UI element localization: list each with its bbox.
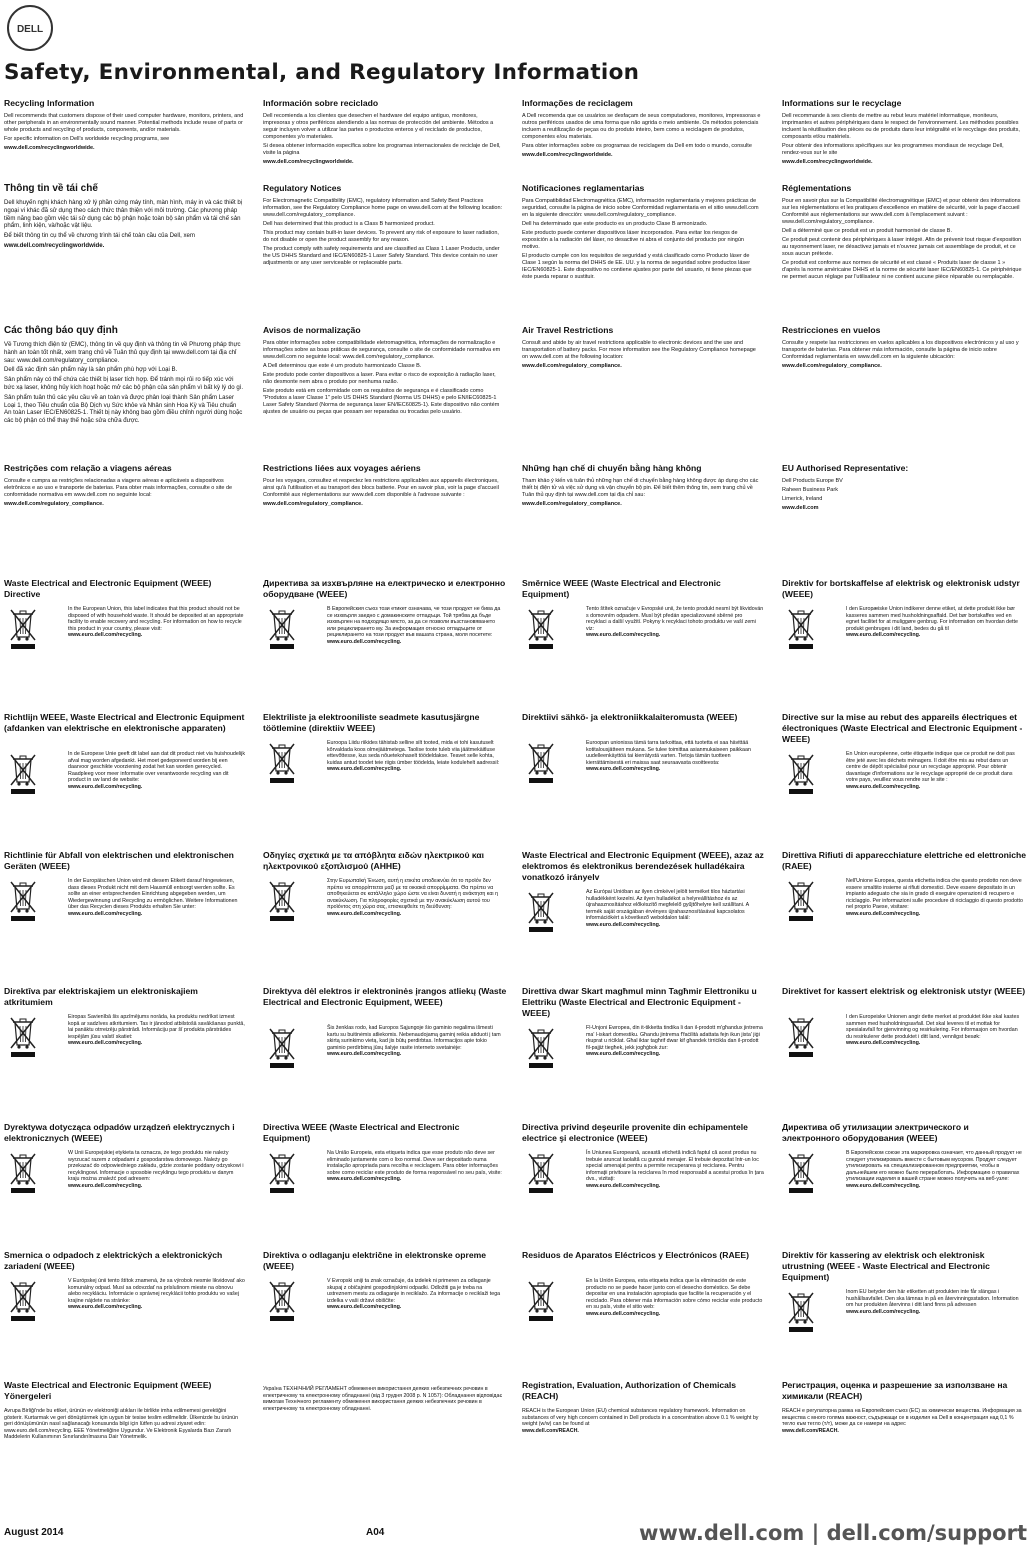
section-title: Những hạn chế di chuyển bằng hàng không	[522, 463, 702, 473]
section-paragraph: Si desea obtener información específica sobre los programas internacionales de reciclaje de Dell, visite la página	[263, 142, 501, 156]
weee-paragraph: In de Europese Unie geeft dit label aan dat dit product niet via huishoudelijk afval mag worden afgedankt. Het moet gedeponeerd worden bij een daarvoor geschikte voorziening zodat het kan worden gerecycled. Raadpleeg voor meer informatie over verantwoorde recycling van dit product in uw land de website:	[68, 751, 245, 784]
notice-section	[522, 325, 762, 372]
weee-text	[586, 1278, 764, 1318]
section-paragraph: For specific information on Dell's worldwide recycling programs, see	[4, 135, 170, 142]
weee-link[interactable]: www.euro.dell.com/recycling.	[846, 910, 921, 917]
section-paragraph: Este producto puede contener dispositivos láser incorporados. Para evitar los riesgos de exposición a la radiación del láser, no desactive ni abra el conjunto del producto por ningún motivo.	[522, 229, 744, 250]
weee-section	[782, 712, 1027, 827]
weee-section	[263, 578, 508, 693]
weee-section	[782, 1122, 1027, 1237]
weee-link[interactable]: www.euro.dell.com/recycling.	[327, 1304, 402, 1311]
notice-section	[782, 463, 1022, 514]
notice-section	[522, 463, 762, 510]
notice-section	[782, 183, 1022, 283]
section-paragraph: A Dell determinou que este é um produto harmonizado Classe B.	[263, 362, 422, 369]
crossed-bin-icon	[526, 606, 556, 650]
weee-link[interactable]: www.euro.dell.com/recycling.	[586, 1310, 661, 1317]
weee-section	[4, 1380, 249, 1495]
weee-title: Waste Electrical and Electronic Equipment (WEEE), azaz az elektromos és elektronikus berendezések hulladékaira vonatkozó irányelv	[522, 850, 764, 882]
weee-title: Richtlijn WEEE, Waste Electrical and Electronic Equipment (afdanken van elektrische en elektronische apparaten)	[4, 712, 245, 733]
weee-text	[68, 1014, 246, 1047]
section-link[interactable]: www.dell.com/recyclingworldwide.	[522, 151, 613, 158]
weee-link[interactable]: www.euro.dell.com/recycling.	[846, 1040, 921, 1047]
section-paragraph: Dell đã xác định sản phẩm này là sản phẩm phù hợp với Loại B.	[4, 366, 178, 374]
weee-text	[586, 1150, 764, 1190]
section-paragraph: Pour obtenir des informations spécifiques sur les programmes mondiaux de recyclage Dell, rendez-vous sur le site	[782, 142, 1004, 156]
weee-paragraph: Az Európai Unióban az ilyen címkével jelölt terméket tilos háztartási hulladékként kezelni. Az ilyen hulladékot a helyreállításhoz és az újrahasznosításhoz előkészítő megfelelő gyűjtőhelyre kell szállítani. A termék saját országában érvényes újrahasznosításával kapcsolatos információkért a következő weboldalon talál:	[586, 889, 749, 922]
crossed-bin-icon	[526, 740, 556, 784]
weee-section	[782, 1250, 1027, 1365]
weee-title: Directive sur la mise au rebut des appareils électriques et électroniques (Waste Electrical and Electronic Equipment - WEEE)	[782, 712, 1023, 744]
section-paragraph: Consult and abide by air travel restrictions applicable to electronic devices and the use and transportation of battery packs. For more information see the Regulatory Compliance homepage on www.dell.com at the following location:	[522, 339, 756, 360]
weee-section	[4, 1122, 249, 1237]
weee-paragraph: In the European Union, this label indicates that this product should not be disposed of with household waste. It should be deposited at an appropriate facility to enable recovery and recycling. For information on how to recycle this product in your country, please visit:	[68, 606, 244, 632]
weee-title: Директива за изхвърляне на електрическо и електронно оборудване (WEEE)	[263, 578, 506, 599]
weee-title: Waste Electrical and Electronic Equipment (WEEE) Yönergeleri	[4, 1380, 212, 1401]
crossed-bin-icon	[8, 1150, 38, 1194]
crossed-bin-icon	[526, 889, 556, 933]
weee-section	[522, 850, 767, 965]
weee-text	[68, 1150, 246, 1190]
crossed-bin-icon	[267, 1025, 297, 1069]
section-title: Restricciones en vuelos	[782, 325, 881, 335]
weee-link[interactable]: www.euro.dell.com/recycling.	[586, 632, 661, 639]
weee-link[interactable]: www.euro.dell.com/recycling.	[586, 921, 661, 928]
section-paragraph: Dell ha determinado que este producto es un producto Clase B armonizado.	[522, 220, 708, 227]
weee-title: Direktivet for kassert elektrisk og elektronisk utstyr (WEEE)	[782, 986, 1026, 996]
weee-paragraph: В Европейском союзе эта маркировка означает, что данный продукт не следует утилизировать вместе с бытовым мусором. Продукт следует утилизировать на специализированном предприятии, чтобы в дальнейшем его можно было переработать. Информацию о правилах утилизации изделия в вашей стране можно получить на веб-узле:	[846, 1150, 1022, 1183]
weee-section	[782, 850, 1027, 965]
weee-link[interactable]: www.euro.dell.com/recycling.	[327, 910, 402, 917]
weee-title: Direktiv för kassering av elektrisk och elektronisk utrustning (WEEE - Waste Electrical and Electronic Equipment)	[782, 1250, 990, 1282]
weee-text	[4, 1408, 244, 1441]
weee-title: Οδηγίες σχετικά με τα απόβλητα ειδών ηλεκτρικού και ηλεκτρονικού εξοπλισμού (AHHE)	[263, 850, 485, 871]
section-link[interactable]: www.dell.com/regulatory_compliance.	[263, 500, 363, 507]
weee-title: Dyrektywa dotycząca odpadów urządzeń elektrycznych i elektronicznych (WEEE)	[4, 1122, 235, 1143]
weee-section	[782, 578, 1027, 693]
crossed-bin-icon	[526, 1278, 556, 1322]
notice-section	[782, 325, 1022, 372]
weee-paragraph: I den Europæiske Union indikerer denne etiket, at dette produkt ikke bør kasseres sammen med husholdningsaffald. Det bør bortskaffes ved en egnet facilitet for at muliggøre genbrug. For information om hvordan dette produkt genbruges i dit land, bedes du gå til	[846, 606, 1018, 632]
weee-title: Direktiva o odlaganju električne in elektronske opreme (WEEE)	[263, 1250, 487, 1271]
weee-paragraph: Tento štítek označuje v Evropské unii, že tento produkt nesmí být likvidován s domovním odpadem. Musí být předán specializované sběrné pro recyklaci a další využití. Pokyny k recyklaci tohoto produktu ve vaší zemi viz:	[586, 606, 764, 632]
section-paragraph: Para obter informações sobre os programas de reciclagem da Dell em todo o mundo, consulte	[522, 142, 752, 149]
notice-section	[522, 98, 762, 161]
crossed-bin-icon	[786, 1014, 816, 1058]
logo-text: DELL	[16, 24, 44, 35]
section-link[interactable]: www.dell.com/recyclingworldwide.	[4, 241, 105, 249]
weee-paragraph: Avrupa Birliği'nde bu etiket, ürünün ev elektroniği atıkları ile birlikte imha edilmemesi gerektiğini gösterir. Kurtarmak ve geri dönüştürmek için uygun bir tesise teslim edilmelidir. Ülkenizde bu ürünün geri dönüşümünün nasıl sağlanacağı konusunda bilgi için lütfen şu adresi ziyaret edin: www.euro.dell.com/recycling. EEE Yönetmeliğine Uygundur. Ve Elektronik Eşyalarda Bazı Zararlı Maddelerin Kullanımının Sınırlandırılmasına Dair Yönetmelik.	[4, 1408, 239, 1441]
weee-title: Richtlinie für Abfall von elektrischen und elektronischen Geräten (WEEE)	[4, 850, 234, 871]
crossed-bin-icon	[8, 751, 38, 795]
weee-paragraph: Україна ТЕХНІЧНИЙ РЕГЛАМЕНТ обмеження використання деяких небезпечних речовин в електричному та електронному обладнанні (від 3 грудня 2008 р. N 1057): Обладнання відповідає вимогам Технічного регламенту обмеження використання деяких небезпечних речовин в електричному та електронному обладнанні.	[263, 1386, 503, 1412]
weee-paragraph: Inom EU betyder den här etiketten att produkten inte får slängas i hushållsavfallet. Den ska lämnas in på en återvinningsstation. Information om hur produkten återvinns i ditt land finns på adressen	[846, 1289, 1019, 1309]
section-title: Información sobre reciclado	[263, 98, 379, 108]
weee-text	[327, 1278, 505, 1311]
weee-paragraph: V Evropski uniji ta znak označuje, da izdelek ni primeren za odlaganje skupaj z običajnimi gospodinjskimi odpadki. Odložiti ga je treba na ustreznem mestu za odlaganje in reciklažo. Za informacije o reciklaži tega izdelka v vaši državi obiščite:	[327, 1278, 501, 1304]
weee-paragraph: REACH е регулаторна рамка на Европейския съюз (ЕС) за химически вещества. Информация за вещества с много голяма важност, съдържащи се в изделия на Dell в концентрация над 0,1 % тегло към тегло (т/т), може да се намери на адрес	[782, 1408, 1022, 1428]
weee-text	[846, 606, 1024, 639]
weee-section	[4, 986, 249, 1101]
weee-text	[327, 1150, 505, 1183]
weee-link[interactable]: www.euro.dell.com/recycling.	[846, 783, 921, 790]
section-link[interactable]: www.dell.com/regulatory_compliance.	[522, 500, 622, 507]
weee-link[interactable]: www.euro.dell.com/recycling.	[68, 632, 143, 639]
weee-link[interactable]: www.euro.dell.com/recycling.	[68, 1304, 143, 1311]
section-paragraph: Este produto pode conter dispositivos a laser. Para evitar o risco de exposição à radiação laser, não desmonte nem abra o produto por nenhuma razão.	[263, 371, 496, 385]
weee-link[interactable]: www.euro.dell.com/recycling.	[68, 1182, 143, 1189]
section-title: EU Authorised Representative:	[782, 463, 909, 473]
weee-title: Direktyva dėl elektros ir elektroninės įrangos atliekų (Waste Electrical and Electronic Equipment, WEEE)	[263, 986, 507, 1007]
notice-section	[263, 463, 503, 510]
weee-title: Směrnice WEEE (Waste Electrical and Electronic Equipment)	[522, 578, 721, 599]
weee-text	[327, 1025, 505, 1058]
weee-section	[522, 1250, 767, 1365]
weee-link[interactable]: www.euro.dell.com/recycling.	[846, 632, 921, 639]
weee-link[interactable]: www.euro.dell.com/recycling.	[586, 1182, 661, 1189]
notice-section	[782, 98, 1022, 168]
section-paragraph: Ce produit est conforme aux normes de sécurité et est classé « Produits laser de classe 1 » d'après la norme américaine DHHS et la norme de sécurité laser IEC/EN60825-1. Ce périphérique ne permet aucun réglage par l'utilisateur ni ne contient aucune pièce réparable ou remplaçable.	[782, 259, 1022, 280]
section-paragraph: Tham khảo ý kiến và tuân thủ những hạn chế di chuyển bằng hàng không được áp dụng cho các thiết bị điện tử và việc sử dụng và vận chuyển bộ pin. Để biết thêm thông tin, xem trang chủ về Tuân thủ quy định tại www.dell.com tại địa chỉ sau:	[522, 477, 759, 498]
weee-title: Directiva privind deşeurile provenite din echipamentele electrice şi electronice (WEEE)	[522, 1122, 748, 1143]
weee-section	[263, 712, 508, 827]
weee-link[interactable]: www.euro.dell.com/recycling.	[846, 1182, 921, 1189]
notice-section	[522, 183, 762, 283]
section-title: Air Travel Restrictions	[522, 325, 614, 335]
weee-paragraph: W Unii Europejskiej etykieta ta oznacza, że tego produktu nie należy wyrzucać razem z odpadami z gospodarstwa domowego. Należy go przekazać do odpowiedniego zakładu, gdzie zostanie poddany odzyskowi i recyklingowi. Informacje o sposobie recyklingu tego produktu w danym kraju można znaleźć pod adresem:	[68, 1150, 244, 1183]
weee-text	[846, 1014, 1024, 1047]
weee-text	[586, 606, 764, 639]
weee-paragraph: I den Europeiske Unionen angir dette merket at produktet ikke skal kastes sammen med husholdningsavfall. Det skal leveres til et mottak for spesialavfall for gjenvinning og resirkulering. For informasjon om hvordan du resirkulerer dette produktet i ditt land, vennligst besøk:	[846, 1014, 1020, 1040]
section-title: Réglementations	[782, 183, 852, 193]
crossed-bin-icon	[786, 1150, 816, 1194]
weee-title: Direktiivi sähkö- ja elektroniikkalaiteromusta (WEEE)	[522, 712, 738, 722]
crossed-bin-icon	[8, 1278, 38, 1322]
notice-section	[4, 325, 244, 427]
weee-link[interactable]: www.euro.dell.com/recycling.	[327, 766, 402, 773]
crossed-bin-icon	[786, 751, 816, 795]
section-paragraph: For Electromagnetic Compatibility (EMC), regulatory information and Safety Best Practices information, see the Regulatory Compliance home page on www.dell.com at the following location: www.dell.com/regulatory_compliance.	[263, 197, 503, 218]
weee-text	[586, 740, 764, 773]
dell-logo	[6, 4, 54, 52]
crossed-bin-icon	[267, 740, 297, 784]
weee-section	[4, 1250, 249, 1365]
section-link[interactable]: www.dell.com/recyclingworldwide.	[4, 144, 95, 151]
weee-text	[586, 1025, 764, 1058]
section-link[interactable]: www.dell.com/recyclingworldwide.	[782, 158, 873, 165]
crossed-bin-icon	[267, 1278, 297, 1322]
weee-paragraph: En Union européenne, cette étiquette indique que ce produit ne doit pas être jeté avec les déchets ménagers. Il doit être mis au rebut dans un centre de dépôt spécialisé pour un recyclage approprié. Pour obtenir davantage d'informations sur le recyclage approprié de ce produit dans votre pays, veuillez vous rendre sur le site :	[846, 751, 1015, 784]
weee-text	[327, 878, 505, 918]
section-paragraph: The product comply with safety requirements and are classified as Class 1 Laser Products, under the US DHHS Standard and IEC/EN60825-1 Laser Safety Standard. This device contain no user adjustments or any user serviceable or replaceable parts.	[263, 245, 500, 266]
weee-text	[586, 889, 764, 929]
weee-section	[4, 712, 249, 827]
weee-paragraph: Nell'Unione Europea, questa etichetta indica che questo prodotto non deve essere smaltito insieme ai rifiuti domestici. Deve essere depositato in un impianto adeguato che sia in grado di eseguire operazioni di recupero e riciclaggio. Per informazioni sulle procedure di riciclaggio di questo prodotto nel proprio Paese, visitare:	[846, 878, 1023, 911]
footer-date: August 2014	[4, 1527, 64, 1538]
weee-text	[263, 1386, 503, 1412]
section-paragraph: Consulte e cumpra as restrições relacionadas a viagens aéreas e aplicáveis a dispositivos eletrônicos e ao uso e transporte de baterias. Para obter mais informações, consulte o site de conformidade normativa em www.dell.com no seguinte local:	[4, 477, 233, 498]
weee-link[interactable]: www.euro.dell.com/recycling.	[327, 1051, 402, 1058]
section-paragraph: Dell recommends that customers dispose of their used computer hardware, monitors, printers, and other peripherals in an environmentally sound manner. Potential methods include reuse of parts or whole products and recycling of products, components, and/or materials.	[4, 112, 244, 133]
footer-url[interactable]: www.dell.com | dell.com/support	[639, 1521, 1027, 1545]
section-title: Avisos de normalização	[263, 325, 361, 335]
weee-text	[68, 606, 246, 639]
weee-section	[4, 578, 249, 693]
weee-section	[782, 1380, 1027, 1495]
section-paragraph: Pour en savoir plus sur la Compatibilité électromagnétique (EMC) et pour obtenir des informations sur les réglementations et les pratiques d'excellence en matière de sécurité, voir la page d'accueil Conformité aux réglementations sur www.dell.com à l'emplacement suivant : www.dell.com/regulatory_compliance.	[782, 197, 1021, 225]
crossed-bin-icon	[786, 606, 816, 650]
weee-title: Direttiva Rifiuti di apparecchiature elettriche ed elettroniche (RAEE)	[782, 850, 1027, 871]
section-paragraph: Sản phẩm tuân thủ các yêu cầu về an toàn và được phân loại thành Sản phẩm Laser Loại 1, theo Tiêu chuẩn của Bộ Dịch vụ Sức khỏe và Nhân sinh Hoa Kỳ và Tiêu chuẩn An toàn Laser IEC/EN60825-1. Thiết bị này không bao gồm điều chỉnh người dùng hoặc các bộ phận có thể thay thế hoặc sửa chữa được.	[4, 393, 243, 425]
weee-text	[68, 1278, 246, 1311]
weee-link[interactable]: www.dell.com/REACH.	[522, 1427, 579, 1434]
section-paragraph: Để biết thông tin cụ thể về chương trình tái chế toàn cầu của Dell, xem	[4, 232, 195, 240]
section-paragraph: El producto cumple con los requisitos de seguridad y está clasificado como Producto láser de Clase 1 según la norma del DHHS de EE. UU. y la norma de seguridad sobre productos láser IEC/EN60825-1. Este dispositivo no contiene ajustes por parte del usuario, ni tiene piezas que éste pueda reparar o sustituir.	[522, 252, 752, 280]
weee-section	[263, 850, 508, 965]
weee-section	[263, 1122, 508, 1237]
weee-title: Direktīva par elektriskajiem un elektroniskajiem atkritumiem	[4, 986, 198, 1007]
section-title: Các thông báo quy định	[4, 325, 118, 336]
weee-link[interactable]: www.euro.dell.com/recycling.	[327, 1176, 402, 1183]
notice-section	[263, 325, 503, 418]
weee-link[interactable]: www.dell.com/REACH.	[782, 1427, 839, 1434]
section-paragraph: A Dell recomenda que os usuários se desfaçam de seus computadores, monitores, impressoras e outros periféricos usados de uma forma que não agrida o meio ambiente. Os métodos potenciais incluem a reutilização de peças ou do produto inteiro, bem como a reciclagem de produtos, componentes e/ou materiais.	[522, 112, 761, 140]
crossed-bin-icon	[526, 1025, 556, 1069]
section-title: Informações de reciclagem	[522, 98, 633, 108]
section-title: Regulatory Notices	[263, 183, 342, 193]
weee-text	[846, 1289, 1024, 1315]
weee-text	[522, 1408, 762, 1434]
crossed-bin-icon	[786, 1289, 816, 1333]
weee-paragraph: Na União Europeia, esta etiqueta indica que esse produto não deve ser eliminado juntamente com o lixo normal. Deve ser depositado numa instalação apropriada para recolha e reciclagem. Para obter informações sobre como reciclar este produto de forma responsável no seu país, visite:	[327, 1150, 502, 1176]
weee-text	[846, 1150, 1024, 1190]
crossed-bin-icon	[8, 606, 38, 650]
section-paragraph: Consulte y respete las restricciones en vuelos aplicables a los dispositivos electrónicos y al uso y transporte de baterías. Para obtener más información, consulte la página de inicio sobre Conformidad reglamentaria en www.dell.com en la siguiente ubicación:	[782, 339, 1019, 360]
weee-title: Elektriliste ja elektrooniliste seadmete kasutusjärgne töötlemine (direktiiv WEEE)	[263, 712, 480, 733]
weee-link[interactable]: www.euro.dell.com/recycling.	[68, 910, 143, 917]
weee-title: Residuos de Aparatos Eléctricos y Electrónicos (RAEE)	[522, 1250, 750, 1260]
weee-paragraph: REACH is the European Union (EU) chemical substances regulatory framework. Information on substances of very high concern contained in Dell products in a concentration above 0.1 % weight by weight (w/w) can be found at	[522, 1408, 759, 1428]
weee-title: Registration, Evaluation, Authorization of Chemicals (REACH)	[522, 1380, 737, 1401]
section-link[interactable]: www.dell.com/regulatory_compliance.	[782, 362, 882, 369]
weee-section	[263, 1380, 508, 1495]
crossed-bin-icon	[267, 1150, 297, 1194]
weee-title: Directiva WEEE (Waste Electrical and Electronic Equipment)	[263, 1122, 460, 1143]
crossed-bin-icon	[8, 1014, 38, 1058]
weee-paragraph: В Европейския съюз този етикет означава, че този продукт не бива да се изхвърля заедно с домакинските отпадъци. Той трябва да бъде изхвърлен на подходящо място, за да се позволи възстановяването или рециклирането му. За информация относно отпадъците от рециклирането на този продукт във вашата страна, моля посетете:	[327, 606, 501, 639]
page-title: Safety, Environmental, and Regulatory Information	[4, 60, 640, 85]
weee-paragraph: In der Europäischen Union wird mit diesem Etikett darauf hingewiesen, dass dieses Produkt nicht mit dem Hausmüll entsorgt werden sollte. Es sollte an einer entsprechenden Einrichtung abgegeben werden, um Wiedergewinnung und Recycling zu ermöglichen. Weitere Informationen über das Recyclen dieses Produkts erhalten Sie unter:	[68, 878, 238, 911]
section-paragraph: Dell a déterminé que ce produit est un produit harmonisé de classe B.	[782, 227, 952, 234]
notice-section	[263, 183, 503, 269]
weee-paragraph: V Európskej únii tento štítok znamená, že sa výrobok nesmie likvidovať ako komunálny odpad. Musí sa odovzdať na príslušnom mieste na obnovu alebo recykláciu. Informácie o správnej recyklácii tohto produktu vo vašej krajine nájdete na stránke:	[68, 1278, 245, 1304]
weee-paragraph: Euroopa Liidu riikides tähistab selline silt tooted, mida ei tohi kasutuselt kõrvaldada koos olmejäätmetega. Taolise toote tuleb viia jäätmekäitluse ettevõttesse, kus seda nõuetekohaselt töödeldakse. Teavet selle kohta, kuidas antud toodet teie riigis ümber töödelda, leiate kodulehelt aadressil:	[327, 740, 500, 766]
weee-text	[327, 740, 505, 773]
weee-section	[522, 986, 767, 1101]
weee-title: Smernica o odpadoch z elektrických a elektronických zariadení (WEEE)	[4, 1250, 223, 1271]
weee-section	[522, 1122, 767, 1237]
weee-link[interactable]: www.euro.dell.com/recycling.	[586, 766, 661, 773]
section-link[interactable]: www.dell.com/recyclingworldwide.	[263, 158, 354, 165]
weee-title: Waste Electrical and Electronic Equipment (WEEE) Directive	[4, 578, 212, 599]
weee-link[interactable]: www.euro.dell.com/recycling.	[68, 1040, 143, 1047]
section-title: Informations sur le recyclage	[782, 98, 902, 108]
section-paragraph: Sản phẩm này có thể chứa các thiết bị laser tích hợp. Để tránh mọi rủi ro tiếp xúc với bức xạ laser, không hủy kích hoạt hoặc mở các bộ phận của sản phẩm vì bất kỳ lý do gì.	[4, 376, 244, 391]
weee-section	[522, 578, 767, 693]
weee-paragraph: Fl-Unjoni Ewropea, din it-tikketta tindika li dan il-prodott m'għandux jintrema ma' l-iskart domestiku. Għandu jintrema f'faċilità adattata fejn ikun jista' jiġi rkuprat u riċiklat. Għal iktar tagħrif dwar kif għandek tirriċikla dan il-prodott fil-pajjiż tiegħek, jekk jogħġbok żur:	[586, 1025, 763, 1051]
weee-section	[522, 712, 767, 827]
weee-text	[846, 878, 1024, 918]
section-paragraph: Dell recomienda a los clientes que desechen el hardware del equipo antiguo, monitores, impresoras y otros periféricos atendiendo a las normas de protección del ambiente. Métodos a seguir incluyen volver a utilizar las partes o productos enteros y el reciclado de productos, componentes y/o materiales.	[263, 112, 494, 140]
weee-link[interactable]: www.euro.dell.com/recycling.	[68, 783, 143, 790]
section-paragraph: Dell recommande à ses clients de mettre au rebut leurs matériel informatique, moniteurs, imprimantes et autres périphériques dans le respect de l'environnement. Les méthodes possibles incluent la réutilisation des pièces ou de produits dans leur intégralité et le recyclage des produits, composants et/ou matériels.	[782, 112, 1020, 140]
section-paragraph: Para Compatibilidad Electromagnética (EMC), información reglamentaria y mejores prácticas de seguridad, consulte la página de inicio sobre Conformidad reglamentaria en el sitio www.dell.com en la siguiente dirección: www.dell.com/regulatory_compliance.	[522, 197, 759, 218]
section-paragraph: Dell has determined that this product is a Class B harmonized product.	[263, 220, 435, 227]
section-paragraph: Limerick, Ireland	[782, 495, 823, 502]
weee-section	[263, 1250, 508, 1365]
section-paragraph: Dell Products Europe BV	[782, 477, 843, 484]
section-paragraph: This product may contain built-in laser devices. To prevent any risk of exposure to laser radiation, do not disable or open the product assembly for any reason.	[263, 229, 499, 243]
weee-paragraph: En la Unión Europea, esta etiqueta indica que la eliminación de este producto no se puede hacer junto con el desecho doméstico. Se debe depositar en una instalación apropiada que facilite la recuperación y el reciclado. Para obtener más información sobre cómo reciclar este producto en su país, visite el sitio web:	[586, 1278, 763, 1311]
section-title: Thông tin về tái chế	[4, 183, 98, 194]
weee-title: Direttiva dwar Skart magħmul minn Tagħmir Elettroniku u Elettriku (Waste Electrical and Electronic Equipment - WEEE)	[522, 986, 757, 1018]
weee-paragraph: Στην Ευρωπαϊκή Ένωση, αυτή η ετικέτα υποδεικνύει ότι το προϊόν δεν πρέπει να απορρίπτεται μαζί με τα οικιακά απορρίμματα. Θα πρέπει να αποθηκεύεται σε κατάλληλο χώρο ώστε να είναι δυνατή η ανάκτηση και η ανακύκλωση. Για πληροφορίες σχετικά με την ανακύκλωση αυτού του προϊόντος στη χώρα σας, επισκεφθείτε τη διεύθυνση:	[327, 878, 499, 911]
weee-title: Direktiv for bortskaffelse af elektrisk og elektronisk udstyr (WEEE)	[782, 578, 1020, 599]
section-paragraph: Về Tương thích điện từ (EMC), thông tin về quy định và thông tin về Phương pháp thực hành an toàn tốt nhất, xem trang chủ về Tuân thủ quy định tại www.dell.com tại địa chỉ sau: www.dell.com/regulatory_compliance.	[4, 341, 241, 364]
weee-section	[263, 986, 508, 1101]
section-link[interactable]: www.dell.com/regulatory_compliance.	[522, 362, 622, 369]
notice-section	[263, 98, 503, 168]
weee-text	[68, 878, 246, 918]
section-title: Notificaciones reglamentarias	[522, 183, 645, 193]
weee-link[interactable]: www.euro.dell.com/recycling.	[327, 638, 402, 645]
weee-section	[4, 850, 249, 965]
section-paragraph: Este produto está em conformidade com os requisitos de segurança e é classificado como "Produtos a laser Classe 1" pelo US DHHS Standard (Norma US DHHS) e pelo EN/IEC60825-1 Laser Safety Standard (Norma de segurança laser EN/IEC60825-1). Este dispositivo não contém ajustes de usuário ou peças que possam ser reparadas ou trocadas pelo usuário.	[263, 387, 500, 415]
weee-paragraph: Šis ženklas rodo, kad Europos Sąjungoje šio gaminio negalima išmesti kartu su buitinėmis atliekomis. Nebenaudojamą gaminį reikia atiduoti į tam skirtą surinkimo vietą, kad jis būtų perdirbtas. Informacijos apie tokio gaminio perdirbimą jūsų šalyje rasite interneto svetainėje:	[327, 1025, 501, 1051]
crossed-bin-icon	[786, 878, 816, 922]
weee-paragraph: În Uniunea Europeană, această etichetă indică faptul că acest produs nu trebuie aruncat laolaltă cu gunoiul menajer. El trebuie depozitat într-un loc special amenajat pentru a permite recuperarea şi reciclarea. Pentru informaţii privitoare la reciclarea în mod responsabil a acestui produs în ţara dvs., vizitaţi:	[586, 1150, 764, 1183]
crossed-bin-icon	[267, 606, 297, 650]
weee-text	[782, 1408, 1022, 1434]
section-title: Restrictions liées aux voyages aériens	[263, 463, 421, 473]
crossed-bin-icon	[8, 878, 38, 922]
weee-title: Директива об утилизации электрического и электронного оборудования (WEEE)	[782, 1122, 969, 1143]
section-paragraph: Raheen Business Park	[782, 486, 838, 493]
section-paragraph: Ce produit peut contenir des périphériques à laser intégré. Afin de prévenir tout risque d'exposition au rayonnement laser, ne désactivez jamais et n'ouvrez jamais cet assemblage de produit, et ce sous aucun prétexte.	[782, 236, 1022, 257]
crossed-bin-icon	[526, 1150, 556, 1194]
footer-code: A04	[366, 1527, 385, 1538]
notice-section	[4, 98, 244, 154]
weee-section	[782, 986, 1027, 1101]
weee-link[interactable]: www.euro.dell.com/recycling.	[586, 1051, 661, 1058]
weee-paragraph: Euroopan unionissa tämä tarra tarkoittaa, että tuotetta ei saa hävittää kotitalousjätteen mukana. Se tulee toimittaa asianmukaiseen paikkaan uudelleenkäyttöä tai kierrätystä varten. Tietoja tämän tuotteen kierrättämisestä eri maissa saat seuraavasta osoitteesta:	[586, 740, 751, 766]
section-link[interactable]: www.dell.com	[782, 504, 819, 511]
weee-section	[522, 1380, 767, 1495]
section-title: Recycling Information	[4, 98, 95, 108]
section-link[interactable]: www.dell.com/regulatory_compliance.	[4, 500, 104, 507]
crossed-bin-icon	[267, 878, 297, 922]
notice-section	[4, 463, 244, 510]
weee-link[interactable]: www.euro.dell.com/recycling.	[846, 1308, 921, 1315]
weee-text	[327, 606, 505, 646]
weee-paragraph: Eiropas Savienībā šis apzīmējums norāda, ka produktu nedrīkst izmest kopā ar sadzīves atkritumiem. Tas ir jānodod atbilstošā savākšanas punktā, lai panāktu otrreizēju pārstrādi. Informāciju par šī produkta pārstrādes iespējām jūsu valstī skatiet:	[68, 1014, 245, 1040]
weee-title: Регистрация, оценка и разрешение за използване на химикали (REACH)	[782, 1380, 1008, 1401]
section-paragraph: Para obter informações sobre compatibilidade eletromagnética, informações de normalização e informações sobre as boas práticas de segurança, consulte o site de conformidade normativa em www.dell.com no seguinte local: www.dell.com/regulatory_compliance.	[263, 339, 501, 360]
section-paragraph: Pour les voyages, consultez et respectez les restrictions applicables aux appareils électroniques, ainsi qu'à l'utilisation et au transport des blocs batterie. Pour en savoir plus, voir la page d'accueil Conformité aux réglementations sur www.dell.com disponible à l'adresse suivante :	[263, 477, 499, 498]
section-paragraph: Dell khuyến nghị khách hàng xử lý phần cứng máy tính, màn hình, máy in và các thiết bị ngoại vi khác đã sử dụng theo cách thức thân thiện với môi trường. Các phương pháp tiềm năng bao gồm việc tái sử dụng các bộ phận hoặc toàn bộ sản phẩm và tái chế sản phẩm, linh kiện, và/hoặc vật liệu.	[4, 199, 243, 230]
weee-text	[846, 751, 1024, 791]
weee-text	[68, 751, 246, 791]
notice-section	[4, 183, 244, 252]
section-title: Restrições com relação a viagens aéreas	[4, 463, 172, 473]
